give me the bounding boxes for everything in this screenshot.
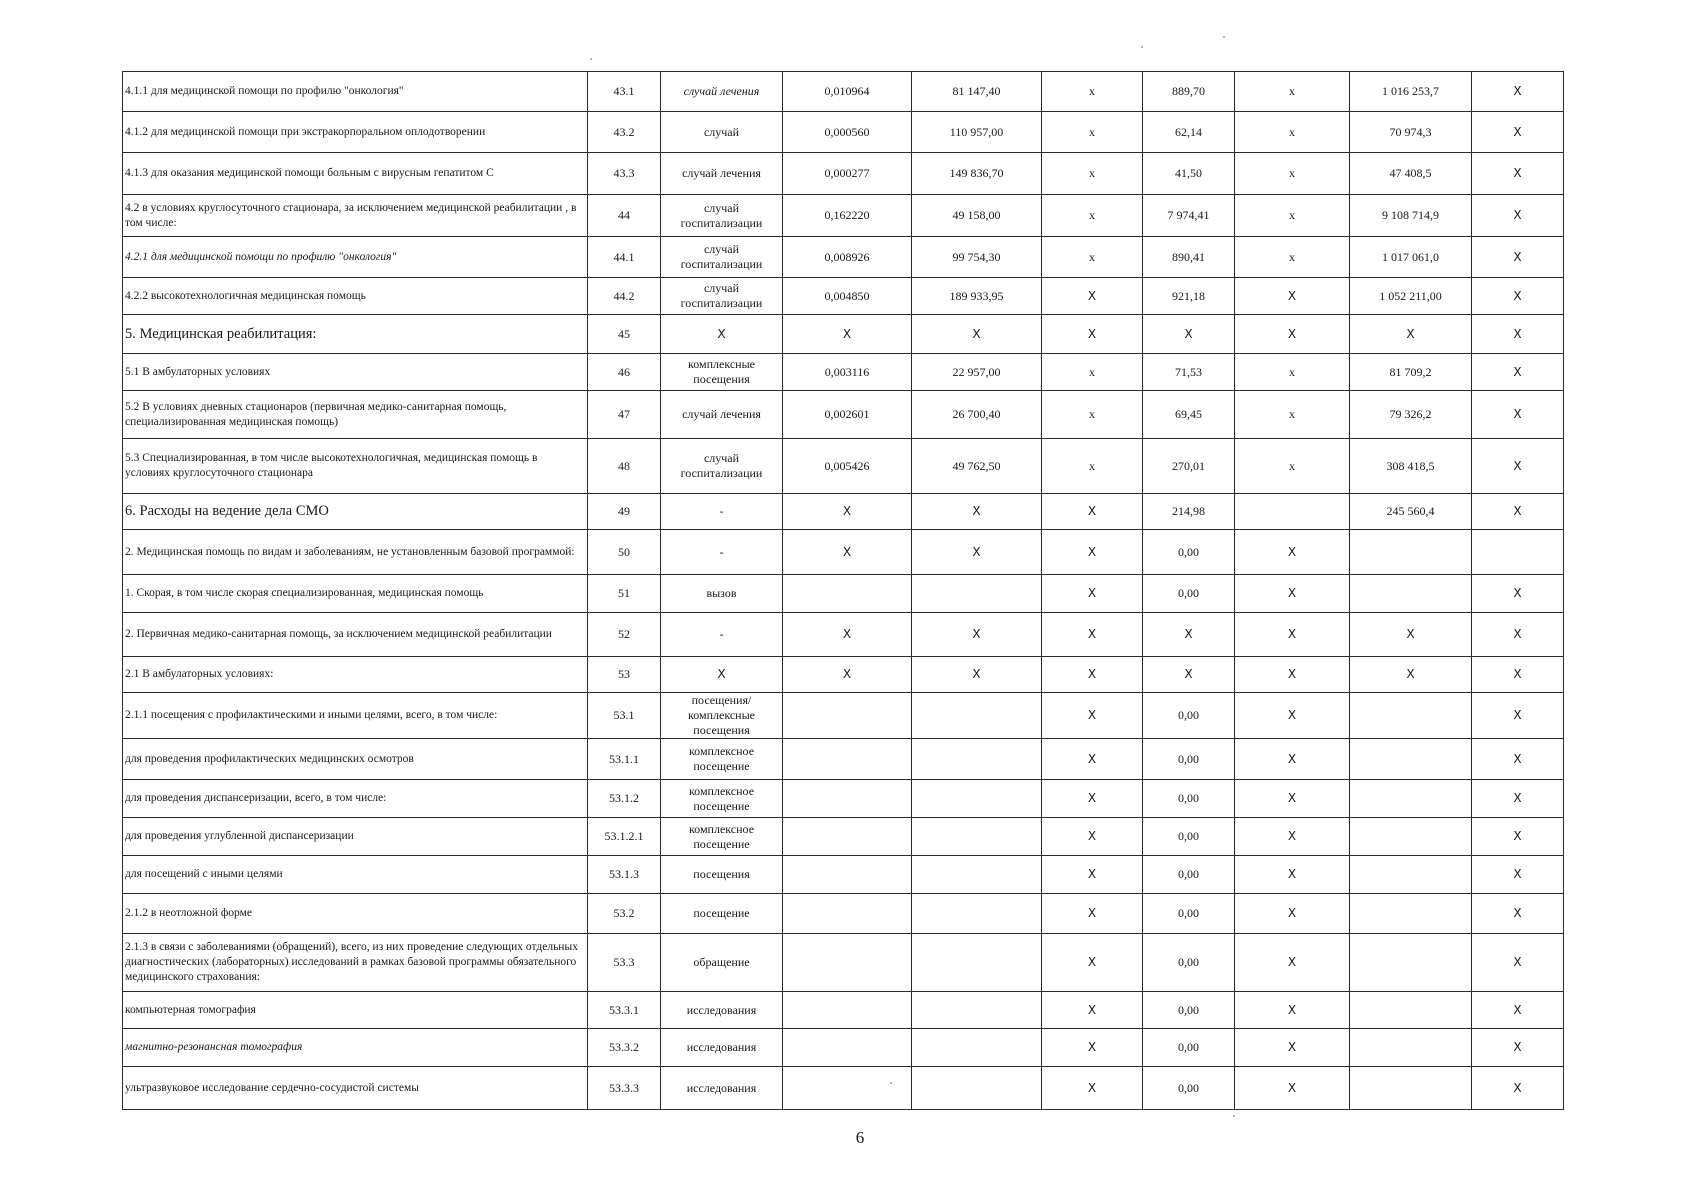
value-cell: 889,70 [1143, 72, 1235, 112]
value-cell: X [1235, 934, 1350, 992]
value-cell: 62,14 [1143, 112, 1235, 153]
value-cell: x [1235, 112, 1350, 153]
unit-cell: исследования [661, 992, 783, 1029]
table-row [123, 153, 1564, 195]
value-cell: 7 974,41 [1143, 195, 1235, 237]
row-label: 5.3 Специализированная, в том числе высокотехнологичная, медицинская помощь в условиях круглосуточного стационара [123, 439, 588, 494]
value-cell: X [1472, 657, 1564, 693]
value-cell: x [1235, 439, 1350, 494]
value-cell: X [1042, 657, 1143, 693]
value-cell: 0,00 [1143, 1067, 1235, 1110]
row-number: 53 [588, 657, 661, 693]
row-label: 4.2 в условиях круглосуточного стационара, за исключением медицинской реабилитации , в том числе: [123, 195, 588, 237]
value-cell: 0,00 [1143, 856, 1235, 894]
value-cell: 71,53 [1143, 354, 1235, 391]
row-number: 43.2 [588, 112, 661, 153]
value-cell: X [1472, 315, 1564, 354]
value-cell [1350, 934, 1472, 992]
value-cell: X [1472, 1029, 1564, 1067]
value-cell: 1 052 211,00 [1350, 278, 1472, 315]
row-number: 47 [588, 391, 661, 439]
value-cell: X [912, 315, 1042, 354]
value-cell: 0,00 [1143, 934, 1235, 992]
value-cell: 99 754,30 [912, 237, 1042, 278]
table-row [123, 613, 1564, 657]
row-number: 48 [588, 439, 661, 494]
value-cell: X [1042, 992, 1143, 1029]
row-number: 53.1.2 [588, 780, 661, 818]
row-number: 49 [588, 494, 661, 530]
value-cell: X [783, 613, 912, 657]
value-cell: X [1472, 894, 1564, 934]
value-cell: 0,00 [1143, 894, 1235, 934]
value-cell: X [1472, 237, 1564, 278]
value-cell: X [1042, 693, 1143, 739]
value-cell: X [1235, 278, 1350, 315]
row-number: 53.3.1 [588, 992, 661, 1029]
value-cell: x [1042, 439, 1143, 494]
value-cell [912, 575, 1042, 613]
value-cell: X [1472, 1067, 1564, 1110]
row-number: 46 [588, 354, 661, 391]
unit-cell: случай лечения [661, 153, 783, 195]
value-cell: X [1472, 278, 1564, 315]
value-cell [912, 739, 1042, 780]
value-cell [1350, 818, 1472, 856]
value-cell: x [1042, 153, 1143, 195]
value-cell: X [1472, 195, 1564, 237]
value-cell [912, 818, 1042, 856]
table-row [123, 530, 1564, 575]
value-cell: X [1472, 780, 1564, 818]
value-cell: X [912, 494, 1042, 530]
table-row [123, 1067, 1564, 1110]
value-cell: X [1472, 439, 1564, 494]
table-row [123, 894, 1564, 934]
unit-cell: X [661, 657, 783, 693]
value-cell: X [1350, 315, 1472, 354]
value-cell: x [1235, 354, 1350, 391]
value-cell: 69,45 [1143, 391, 1235, 439]
value-cell: 0,008926 [783, 237, 912, 278]
value-cell: X [1042, 780, 1143, 818]
row-number: 53.3.2 [588, 1029, 661, 1067]
value-cell: X [1472, 613, 1564, 657]
value-cell: X [1472, 575, 1564, 613]
value-cell: X [1235, 992, 1350, 1029]
value-cell: X [1235, 575, 1350, 613]
value-cell: 0,00 [1143, 575, 1235, 613]
page-number: 6 [855, 1128, 865, 1147]
value-cell: 81 147,40 [912, 72, 1042, 112]
row-number: 53.1 [588, 693, 661, 739]
value-cell: X [1235, 856, 1350, 894]
row-label: 2.1.3 в связи с заболеваниями (обращений), всего, из них проведение следующих отдельных диагностических (лабораторных) исследований в рамках базовой программы обязательного медицинского страхования: [123, 934, 588, 992]
value-cell: 921,18 [1143, 278, 1235, 315]
value-cell: x [1042, 391, 1143, 439]
value-cell: 47 408,5 [1350, 153, 1472, 195]
value-cell: 9 108 714,9 [1350, 195, 1472, 237]
table-row [123, 780, 1564, 818]
value-cell [783, 934, 912, 992]
row-label: 4.2.2 высокотехнологичная медицинская помощь [123, 278, 588, 315]
value-cell: X [1472, 153, 1564, 195]
value-cell: 0,000560 [783, 112, 912, 153]
value-cell: X [1235, 818, 1350, 856]
value-cell [1350, 739, 1472, 780]
row-number: 43.1 [588, 72, 661, 112]
table-row [123, 315, 1564, 354]
value-cell: X [1042, 530, 1143, 575]
unit-cell: комплексные посещения [661, 354, 783, 391]
row-label: для проведения углубленной диспансеризации [123, 818, 588, 856]
value-cell: X [1235, 780, 1350, 818]
value-cell [783, 693, 912, 739]
table-row [123, 195, 1564, 237]
value-cell: X [1235, 315, 1350, 354]
value-cell [1350, 1029, 1472, 1067]
value-cell: 308 418,5 [1350, 439, 1472, 494]
row-label: для посещений с иными целями [123, 856, 588, 894]
value-cell: X [1235, 613, 1350, 657]
value-cell: 0,003116 [783, 354, 912, 391]
value-cell [783, 780, 912, 818]
value-cell: X [1472, 992, 1564, 1029]
row-label: 4.1.3 для оказания медицинской помощи больным с вирусным гепатитом С [123, 153, 588, 195]
row-label: 5.2 В условиях дневных стационаров (первичная медико-санитарная помощь, специализированная медицинская помощь) [123, 391, 588, 439]
value-cell: 189 933,95 [912, 278, 1042, 315]
value-cell [1350, 856, 1472, 894]
row-number: 53.1.2.1 [588, 818, 661, 856]
value-cell: X [1235, 1029, 1350, 1067]
value-cell: 0,00 [1143, 992, 1235, 1029]
data-table [122, 71, 1564, 1110]
value-cell [783, 992, 912, 1029]
table-row [123, 992, 1564, 1029]
unit-cell: вызов [661, 575, 783, 613]
row-label: 2.1.1 посещения с профилактическими и иными целями, всего, в том числе: [123, 693, 588, 739]
value-cell: 890,41 [1143, 237, 1235, 278]
value-cell: 0,005426 [783, 439, 912, 494]
value-cell: 110 957,00 [912, 112, 1042, 153]
row-label: 2. Медицинская помощь по видам и заболеваниям, не установленным базовой программой: [123, 530, 588, 575]
value-cell: X [783, 494, 912, 530]
unit-cell: - [661, 613, 783, 657]
value-cell: 41,50 [1143, 153, 1235, 195]
value-cell: X [1235, 657, 1350, 693]
table-row [123, 739, 1564, 780]
value-cell: x [1042, 237, 1143, 278]
value-cell: X [912, 657, 1042, 693]
value-cell: x [1235, 391, 1350, 439]
value-cell: 0,00 [1143, 1029, 1235, 1067]
row-number: 53.1.3 [588, 856, 661, 894]
row-label: 4.1.2 для медицинской помощи при экстракорпоральном оплодотворении [123, 112, 588, 153]
value-cell: X [1042, 818, 1143, 856]
unit-cell: случай [661, 112, 783, 153]
unit-cell: случай госпитализации [661, 237, 783, 278]
value-cell: X [1350, 613, 1472, 657]
value-cell: X [1042, 278, 1143, 315]
table-row [123, 439, 1564, 494]
value-cell [1350, 780, 1472, 818]
table-row [123, 657, 1564, 693]
value-cell: 0,004850 [783, 278, 912, 315]
value-cell: X [1042, 613, 1143, 657]
value-cell: X [912, 530, 1042, 575]
value-cell: X [1472, 391, 1564, 439]
value-cell: x [1042, 354, 1143, 391]
value-cell [1350, 693, 1472, 739]
table-row [123, 391, 1564, 439]
value-cell [912, 992, 1042, 1029]
value-cell: 26 700,40 [912, 391, 1042, 439]
value-cell [912, 780, 1042, 818]
row-number: 53.3.3 [588, 1067, 661, 1110]
value-cell: x [1235, 153, 1350, 195]
table-row [123, 575, 1564, 613]
value-cell: 245 560,4 [1350, 494, 1472, 530]
value-cell: X [1472, 494, 1564, 530]
unit-cell: исследования [661, 1067, 783, 1110]
row-label: компьютерная томография [123, 992, 588, 1029]
value-cell [912, 1067, 1042, 1110]
value-cell: X [1143, 315, 1235, 354]
value-cell: x [1042, 112, 1143, 153]
value-cell: X [912, 613, 1042, 657]
value-cell [1350, 1067, 1472, 1110]
value-cell: x [1042, 195, 1143, 237]
value-cell: X [1042, 856, 1143, 894]
value-cell: 79 326,2 [1350, 391, 1472, 439]
value-cell: X [1235, 739, 1350, 780]
unit-cell: комплексное посещение [661, 739, 783, 780]
unit-cell: случай госпитализации [661, 195, 783, 237]
value-cell: 0,00 [1143, 818, 1235, 856]
value-cell: X [1235, 894, 1350, 934]
table-row [123, 1029, 1564, 1067]
value-cell [912, 693, 1042, 739]
row-label: 5. Медицинская реабилитация: [123, 315, 588, 354]
value-cell [1235, 494, 1350, 530]
unit-cell: случай лечения [661, 72, 783, 112]
table-row [123, 856, 1564, 894]
row-label: 2.1 В амбулаторных условиях: [123, 657, 588, 693]
row-label: 4.1.1 для медицинской помощи по профилю "онкология" [123, 72, 588, 112]
value-cell: 149 836,70 [912, 153, 1042, 195]
unit-cell: комплексное посещение [661, 780, 783, 818]
row-label: для проведения диспансеризации, всего, в том числе: [123, 780, 588, 818]
value-cell [783, 739, 912, 780]
value-cell: 49 158,00 [912, 195, 1042, 237]
row-label: 5.1 В амбулаторных условиях [123, 354, 588, 391]
value-cell: X [1472, 934, 1564, 992]
row-label: 1. Скорая, в том числе скорая специализированная, медицинская помощь [123, 575, 588, 613]
table-row [123, 934, 1564, 992]
value-cell: X [1042, 494, 1143, 530]
value-cell: X [1042, 934, 1143, 992]
table-row [123, 354, 1564, 391]
unit-cell: случай лечения [661, 391, 783, 439]
value-cell: x [1235, 195, 1350, 237]
table-row [123, 237, 1564, 278]
value-cell: X [783, 315, 912, 354]
value-cell [783, 818, 912, 856]
value-cell: 22 957,00 [912, 354, 1042, 391]
value-cell [783, 575, 912, 613]
value-cell: X [1042, 575, 1143, 613]
value-cell [1350, 530, 1472, 575]
value-cell: X [1472, 112, 1564, 153]
value-cell: 1 016 253,7 [1350, 72, 1472, 112]
row-label: 2.1.2 в неотложной форме [123, 894, 588, 934]
row-number: 53.3 [588, 934, 661, 992]
row-label: для проведения профилактических медицинских осмотров [123, 739, 588, 780]
table-row [123, 72, 1564, 112]
value-cell [912, 894, 1042, 934]
value-cell [1350, 894, 1472, 934]
value-cell: 0,000277 [783, 153, 912, 195]
value-cell: 49 762,50 [912, 439, 1042, 494]
row-label: магнитно-резонансная томография [123, 1029, 588, 1067]
unit-cell: X [661, 315, 783, 354]
unit-cell: случай госпитализации [661, 278, 783, 315]
value-cell: X [1235, 530, 1350, 575]
value-cell: x [1235, 237, 1350, 278]
value-cell: X [1042, 1029, 1143, 1067]
value-cell [783, 894, 912, 934]
row-label: 6. Расходы на ведение дела СМО [123, 494, 588, 530]
value-cell [912, 1029, 1042, 1067]
value-cell [912, 856, 1042, 894]
value-cell: 214,98 [1143, 494, 1235, 530]
value-cell: x [1042, 72, 1143, 112]
value-cell [1350, 992, 1472, 1029]
value-cell [783, 1067, 912, 1110]
row-number: 44 [588, 195, 661, 237]
row-number: 44.1 [588, 237, 661, 278]
value-cell: X [783, 530, 912, 575]
row-label: 4.2.1 для медицинской помощи по профилю "онкология" [123, 237, 588, 278]
value-cell: X [783, 657, 912, 693]
value-cell [1350, 575, 1472, 613]
value-cell: X [1350, 657, 1472, 693]
unit-cell: комплексное посещение [661, 818, 783, 856]
row-number: 44.2 [588, 278, 661, 315]
value-cell: 0,00 [1143, 780, 1235, 818]
unit-cell: посещение [661, 894, 783, 934]
value-cell: X [1472, 818, 1564, 856]
unit-cell: - [661, 494, 783, 530]
value-cell: X [1472, 72, 1564, 112]
unit-cell: исследования [661, 1029, 783, 1067]
value-cell: X [1042, 739, 1143, 780]
row-number: 51 [588, 575, 661, 613]
unit-cell: - [661, 530, 783, 575]
value-cell [912, 934, 1042, 992]
value-cell: 0,00 [1143, 739, 1235, 780]
value-cell: X [1235, 693, 1350, 739]
row-number: 53.1.1 [588, 739, 661, 780]
value-cell: 270,01 [1143, 439, 1235, 494]
value-cell: 70 974,3 [1350, 112, 1472, 153]
value-cell: X [1472, 354, 1564, 391]
value-cell [783, 856, 912, 894]
value-cell: X [1472, 693, 1564, 739]
value-cell: 0,00 [1143, 693, 1235, 739]
value-cell: 0,002601 [783, 391, 912, 439]
value-cell: X [1235, 1067, 1350, 1110]
value-cell: X [1472, 739, 1564, 780]
value-cell: X [1042, 1067, 1143, 1110]
unit-cell: обращение [661, 934, 783, 992]
table-row [123, 112, 1564, 153]
row-label: 2. Первичная медико-санитарная помощь, за исключением медицинской реабилитации [123, 613, 588, 657]
row-number: 43.3 [588, 153, 661, 195]
value-cell [1472, 530, 1564, 575]
row-number: 53.2 [588, 894, 661, 934]
table-row [123, 818, 1564, 856]
value-cell [783, 1029, 912, 1067]
unit-cell: посещения [661, 856, 783, 894]
row-number: 52 [588, 613, 661, 657]
unit-cell: случай госпитализации [661, 439, 783, 494]
value-cell: X [1143, 657, 1235, 693]
value-cell: X [1042, 894, 1143, 934]
value-cell: X [1143, 613, 1235, 657]
value-cell: X [1472, 856, 1564, 894]
row-number: 50 [588, 530, 661, 575]
value-cell: 0,00 [1143, 530, 1235, 575]
table-row [123, 693, 1564, 739]
table-row [123, 494, 1564, 530]
value-cell: 1 017 061,0 [1350, 237, 1472, 278]
value-cell: x [1235, 72, 1350, 112]
row-label: ультразвуковое исследование сердечно-сосудистой системы [123, 1067, 588, 1110]
table-row [123, 278, 1564, 315]
value-cell: X [1042, 315, 1143, 354]
value-cell: 0,162220 [783, 195, 912, 237]
value-cell: 81 709,2 [1350, 354, 1472, 391]
unit-cell: посещения/комплексные посещения [661, 693, 783, 739]
value-cell: 0,010964 [783, 72, 912, 112]
row-number: 45 [588, 315, 661, 354]
